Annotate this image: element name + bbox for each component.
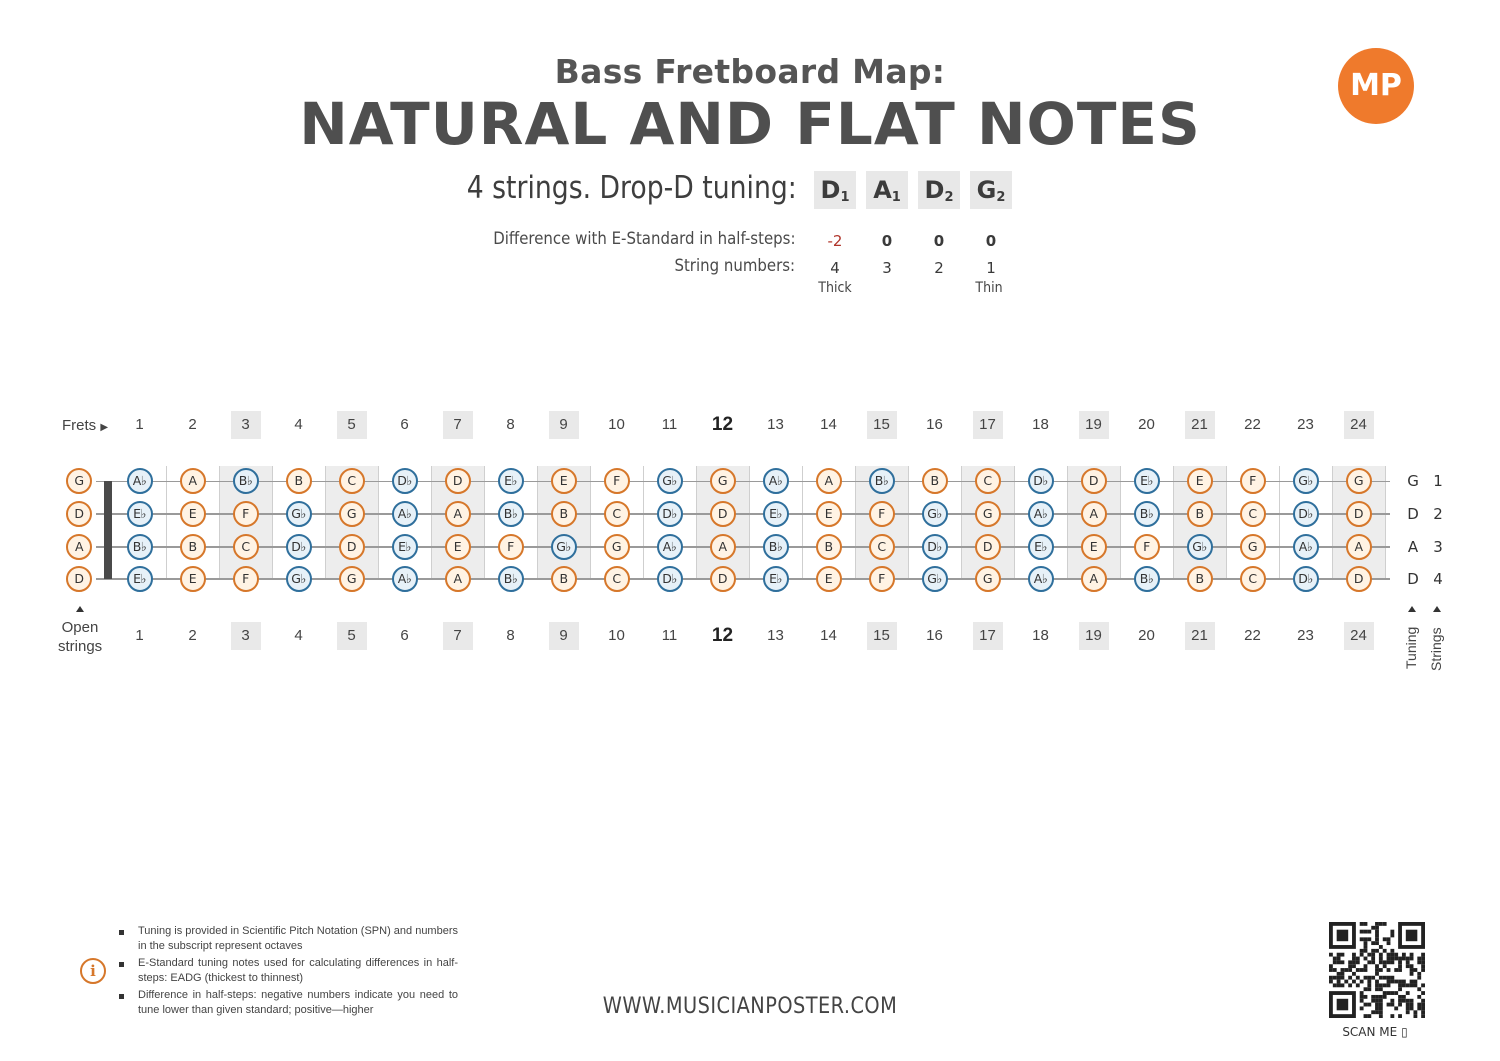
- fret-number: 2: [188, 627, 197, 644]
- fret-note[interactable]: A: [1081, 566, 1107, 592]
- fret-wire: [802, 466, 803, 578]
- open-string-note[interactable]: A: [66, 534, 92, 560]
- fret-note[interactable]: F: [498, 534, 524, 560]
- fret-note[interactable]: G: [339, 566, 365, 592]
- fret-note[interactable]: D: [1081, 468, 1107, 494]
- string-tuning-label: G: [1407, 472, 1419, 490]
- difference-value: -2: [827, 232, 843, 250]
- fret-note[interactable]: A♭: [1028, 501, 1054, 527]
- phone-icon: ▯: [1401, 1025, 1408, 1039]
- fret-wire: [272, 466, 273, 578]
- fret-wire: [484, 466, 485, 578]
- fret-note[interactable]: A: [1081, 501, 1107, 527]
- fret-wire: [219, 466, 220, 578]
- fret-note[interactable]: A♭: [392, 566, 418, 592]
- fret-note[interactable]: D: [1346, 566, 1372, 592]
- string-number-label: 1: [1433, 472, 1443, 490]
- qr-code[interactable]: [1329, 922, 1425, 1018]
- fret-wire: [855, 466, 856, 578]
- fret-wire: [961, 466, 962, 578]
- fret-note[interactable]: D: [339, 534, 365, 560]
- strings-arrow-icon: [1433, 606, 1441, 612]
- fret-number: 4: [294, 416, 303, 433]
- thin-label: Thin: [975, 280, 1003, 296]
- fret-note[interactable]: G: [1346, 468, 1372, 494]
- brand-logo[interactable]: MP: [1338, 48, 1414, 124]
- fret-wire: [1226, 466, 1227, 578]
- fret-wire: [749, 466, 750, 578]
- fret-wire: [378, 466, 379, 578]
- fret-note[interactable]: B: [180, 534, 206, 560]
- play-arrow-icon: ▶: [100, 422, 109, 433]
- fret-number: 23: [1297, 627, 1314, 644]
- fret-note[interactable]: C: [1240, 501, 1266, 527]
- fret-note[interactable]: G♭: [286, 501, 312, 527]
- fret-note[interactable]: B♭: [127, 534, 153, 560]
- fret-number: 22: [1244, 627, 1261, 644]
- fret-number: 12: [711, 625, 734, 646]
- fret-note[interactable]: D: [710, 501, 736, 527]
- fret-number: 7: [443, 411, 473, 439]
- fret-number: 14: [820, 627, 837, 644]
- footnote: Tuning is provided in Scientific Pitch Notation (SPN) and numbers in the subscript represent octaves: [138, 925, 458, 952]
- fret-note[interactable]: B♭: [869, 468, 895, 494]
- string-number-value: 1: [986, 259, 996, 277]
- string-numbers-label: String numbers:: [674, 256, 795, 276]
- page-title: NATURAL AND FLAT NOTES: [299, 90, 1201, 158]
- fret-note[interactable]: B: [551, 501, 577, 527]
- fret-note[interactable]: G♭: [922, 566, 948, 592]
- fret-wire: [590, 466, 591, 578]
- fret-number: 7: [443, 622, 473, 650]
- fret-note[interactable]: A: [1346, 534, 1372, 560]
- fret-note[interactable]: E: [1081, 534, 1107, 560]
- fret-note[interactable]: D♭: [1293, 566, 1319, 592]
- fret-note[interactable]: B♭: [498, 566, 524, 592]
- fret-note[interactable]: G♭: [1293, 468, 1319, 494]
- fret-note[interactable]: D♭: [657, 566, 683, 592]
- fret-number: 20: [1138, 627, 1155, 644]
- fret-note[interactable]: A: [445, 501, 471, 527]
- fret-note[interactable]: B♭: [1134, 501, 1160, 527]
- tuning-note-3: $D_2$: [918, 171, 960, 209]
- open-string-note[interactable]: D: [66, 566, 92, 592]
- fret-note[interactable]: E: [445, 534, 471, 560]
- fret-number: 19: [1079, 622, 1109, 650]
- fret-note[interactable]: D♭: [657, 501, 683, 527]
- fret-note[interactable]: G: [604, 534, 630, 560]
- fret-note[interactable]: B: [1187, 501, 1213, 527]
- fret-note[interactable]: C: [604, 501, 630, 527]
- fret-number: 23: [1297, 416, 1314, 433]
- fret-note[interactable]: E♭: [498, 468, 524, 494]
- tuning-label: 4 strings. Drop-D tuning:: [466, 170, 797, 206]
- fret-number: 16: [926, 416, 943, 433]
- fret-note[interactable]: F: [1134, 534, 1160, 560]
- fret-number: 24: [1344, 622, 1374, 650]
- fret-note[interactable]: G♭: [657, 468, 683, 494]
- footnote-bullet: [119, 962, 124, 967]
- fret-wire: [325, 466, 326, 578]
- fret-note[interactable]: B♭: [1134, 566, 1160, 592]
- difference-value: 0: [985, 232, 997, 250]
- website-url[interactable]: WWW.MUSICIANPOSTER.COM: [602, 994, 898, 1019]
- fret-note[interactable]: G: [1240, 534, 1266, 560]
- fret-note[interactable]: C: [869, 534, 895, 560]
- fret-note[interactable]: F: [233, 501, 259, 527]
- string-number-value: 4: [830, 259, 840, 277]
- fret-note[interactable]: B♭: [233, 468, 259, 494]
- fret-note[interactable]: A♭: [1293, 534, 1319, 560]
- fret-note[interactable]: D: [710, 566, 736, 592]
- fret-note[interactable]: E♭: [763, 566, 789, 592]
- fret-number: 15: [867, 411, 897, 439]
- fret-note[interactable]: B♭: [763, 534, 789, 560]
- string-number-label: 3: [1433, 538, 1443, 556]
- fret-note[interactable]: G: [710, 468, 736, 494]
- fret-number: 10: [608, 416, 625, 433]
- fret-note[interactable]: A: [816, 468, 842, 494]
- string-number-value: 3: [882, 259, 892, 277]
- fret-number: 22: [1244, 416, 1261, 433]
- fret-note[interactable]: C: [339, 468, 365, 494]
- fret-note[interactable]: D♭: [1028, 468, 1054, 494]
- fret-note[interactable]: B: [551, 566, 577, 592]
- fret-note[interactable]: D♭: [922, 534, 948, 560]
- fret-note[interactable]: B: [286, 468, 312, 494]
- fret-number: 11: [661, 416, 678, 433]
- fret-number: 11: [661, 627, 678, 644]
- fret-wire: [1332, 466, 1333, 578]
- footnote: Difference in half-steps: negative numbers indicate you need to tune lower than given standard; positive—higher: [138, 989, 458, 1016]
- fret-number: 17: [973, 411, 1003, 439]
- fret-note[interactable]: E: [180, 501, 206, 527]
- fret-note[interactable]: A: [710, 534, 736, 560]
- fret-note[interactable]: E♭: [1028, 534, 1054, 560]
- footnote: E-Standard tuning notes used for calculating differences in half-steps: EADG (thickest to thinnest): [138, 957, 458, 984]
- fret-note[interactable]: E: [816, 501, 842, 527]
- tuning-label-vertical: Tuning: [1403, 626, 1419, 669]
- fret-note[interactable]: B: [922, 468, 948, 494]
- fret-number: 9: [549, 411, 579, 439]
- fret-number: 6: [400, 416, 409, 433]
- fret-number: 20: [1138, 416, 1155, 433]
- tuning-note-4: $G_2$: [970, 171, 1012, 209]
- fret-note[interactable]: A♭: [763, 468, 789, 494]
- frets-label: Frets ▶: [62, 417, 109, 434]
- fret-number: 2: [188, 416, 197, 433]
- fret-note[interactable]: E: [1187, 468, 1213, 494]
- string-tuning-label: D: [1407, 570, 1419, 588]
- tuning-note-2: $A_1$: [866, 171, 908, 209]
- fret-note[interactable]: D: [1346, 501, 1372, 527]
- fret-note[interactable]: A♭: [657, 534, 683, 560]
- string-number-label: 4: [1433, 570, 1443, 588]
- string-number-value: 2: [934, 259, 944, 277]
- fret-number: 18: [1032, 627, 1049, 644]
- fret-note[interactable]: G: [339, 501, 365, 527]
- thick-label: Thick: [818, 280, 852, 296]
- fret-note[interactable]: A♭: [127, 468, 153, 494]
- fret-note[interactable]: G♭: [286, 566, 312, 592]
- fret-note[interactable]: A♭: [1028, 566, 1054, 592]
- fret-number: 15: [867, 622, 897, 650]
- string-number-label: 2: [1433, 505, 1443, 523]
- fret-note[interactable]: D: [975, 534, 1001, 560]
- fret-note[interactable]: E♭: [763, 501, 789, 527]
- fret-number: 24: [1344, 411, 1374, 439]
- fret-number: 13: [767, 627, 784, 644]
- fret-note[interactable]: F: [869, 566, 895, 592]
- fret-note[interactable]: F: [604, 468, 630, 494]
- fret-note[interactable]: D♭: [392, 468, 418, 494]
- fret-note[interactable]: E♭: [127, 566, 153, 592]
- fret-number: 18: [1032, 416, 1049, 433]
- fret-number: 12: [711, 414, 734, 435]
- fret-wire: [166, 466, 167, 578]
- fret-note[interactable]: D: [445, 468, 471, 494]
- page-subtitle: Bass Fretboard Map:: [554, 52, 946, 91]
- fret-number: 21: [1185, 622, 1215, 650]
- open-string-note[interactable]: G: [66, 468, 92, 494]
- fret-note[interactable]: G: [975, 566, 1001, 592]
- string-tuning-label: A: [1407, 538, 1419, 556]
- fret-note[interactable]: G: [975, 501, 1001, 527]
- difference-value: 0: [933, 232, 945, 250]
- fret-number: 21: [1185, 411, 1215, 439]
- fret-note[interactable]: A♭: [392, 501, 418, 527]
- fret-number: 13: [767, 416, 784, 433]
- fret-note[interactable]: E: [551, 468, 577, 494]
- fret-note[interactable]: E: [180, 566, 206, 592]
- open-strings-label: Open strings: [58, 619, 103, 655]
- fret-wire: [908, 466, 909, 578]
- fret-note[interactable]: C: [975, 468, 1001, 494]
- fret-number: 8: [506, 627, 515, 644]
- fret-note[interactable]: B: [816, 534, 842, 560]
- fret-note[interactable]: G♭: [551, 534, 577, 560]
- fret-number: 1: [135, 627, 144, 644]
- fret-note[interactable]: C: [233, 534, 259, 560]
- fret-note[interactable]: E♭: [127, 501, 153, 527]
- open-strings-arrow-icon: [76, 606, 84, 612]
- nut: [104, 481, 112, 579]
- fret-number: 5: [337, 622, 367, 650]
- fret-number: 16: [926, 627, 943, 644]
- fret-wire: [537, 466, 538, 578]
- fret-wire: [431, 466, 432, 578]
- difference-value: 0: [881, 232, 893, 250]
- fret-note[interactable]: F: [1240, 468, 1266, 494]
- difference-label: Difference with E-Standard in half-steps:: [492, 229, 795, 249]
- fret-wire: [1014, 466, 1015, 578]
- fret-note[interactable]: A: [445, 566, 471, 592]
- fret-number: 9: [549, 622, 579, 650]
- fret-note[interactable]: F: [233, 566, 259, 592]
- fret-number: 3: [231, 622, 261, 650]
- fret-wire: [1279, 466, 1280, 578]
- tuning-arrow-icon: [1408, 606, 1416, 612]
- fret-note[interactable]: C: [1240, 566, 1266, 592]
- footnote-bullet: [119, 930, 124, 935]
- info-icon: i: [80, 958, 106, 984]
- fret-note[interactable]: D♭: [286, 534, 312, 560]
- fret-number: 6: [400, 627, 409, 644]
- fret-number: 1: [135, 416, 144, 433]
- fret-number: 10: [608, 627, 625, 644]
- strings-label-vertical: Strings: [1428, 627, 1444, 671]
- fret-note[interactable]: C: [604, 566, 630, 592]
- fret-number: 19: [1079, 411, 1109, 439]
- fret-wire: [1385, 466, 1386, 578]
- fret-wire: [696, 466, 697, 578]
- fret-wire: [1173, 466, 1174, 578]
- fret-note[interactable]: F: [869, 501, 895, 527]
- fret-number: 17: [973, 622, 1003, 650]
- fret-number: 5: [337, 411, 367, 439]
- fret-number: 14: [820, 416, 837, 433]
- string-tuning-label: D: [1407, 505, 1419, 523]
- open-string-note[interactable]: D: [66, 501, 92, 527]
- fret-wire: [1067, 466, 1068, 578]
- fret-note[interactable]: G♭: [922, 501, 948, 527]
- fret-wire: [1120, 466, 1121, 578]
- fret-number: 3: [231, 411, 261, 439]
- fret-note[interactable]: E♭: [392, 534, 418, 560]
- fret-note[interactable]: E: [816, 566, 842, 592]
- fret-wire: [643, 466, 644, 578]
- fret-number: 4: [294, 627, 303, 644]
- scan-me-label: SCAN ME ▯: [1342, 1025, 1408, 1039]
- fret-note[interactable]: G♭: [1187, 534, 1213, 560]
- tuning-note-1: $D_1$: [814, 171, 856, 209]
- fret-note[interactable]: B♭: [498, 501, 524, 527]
- fret-note[interactable]: D♭: [1293, 501, 1319, 527]
- fret-note[interactable]: A: [180, 468, 206, 494]
- fret-note[interactable]: E♭: [1134, 468, 1160, 494]
- fret-number: 8: [506, 416, 515, 433]
- fret-note[interactable]: B: [1187, 566, 1213, 592]
